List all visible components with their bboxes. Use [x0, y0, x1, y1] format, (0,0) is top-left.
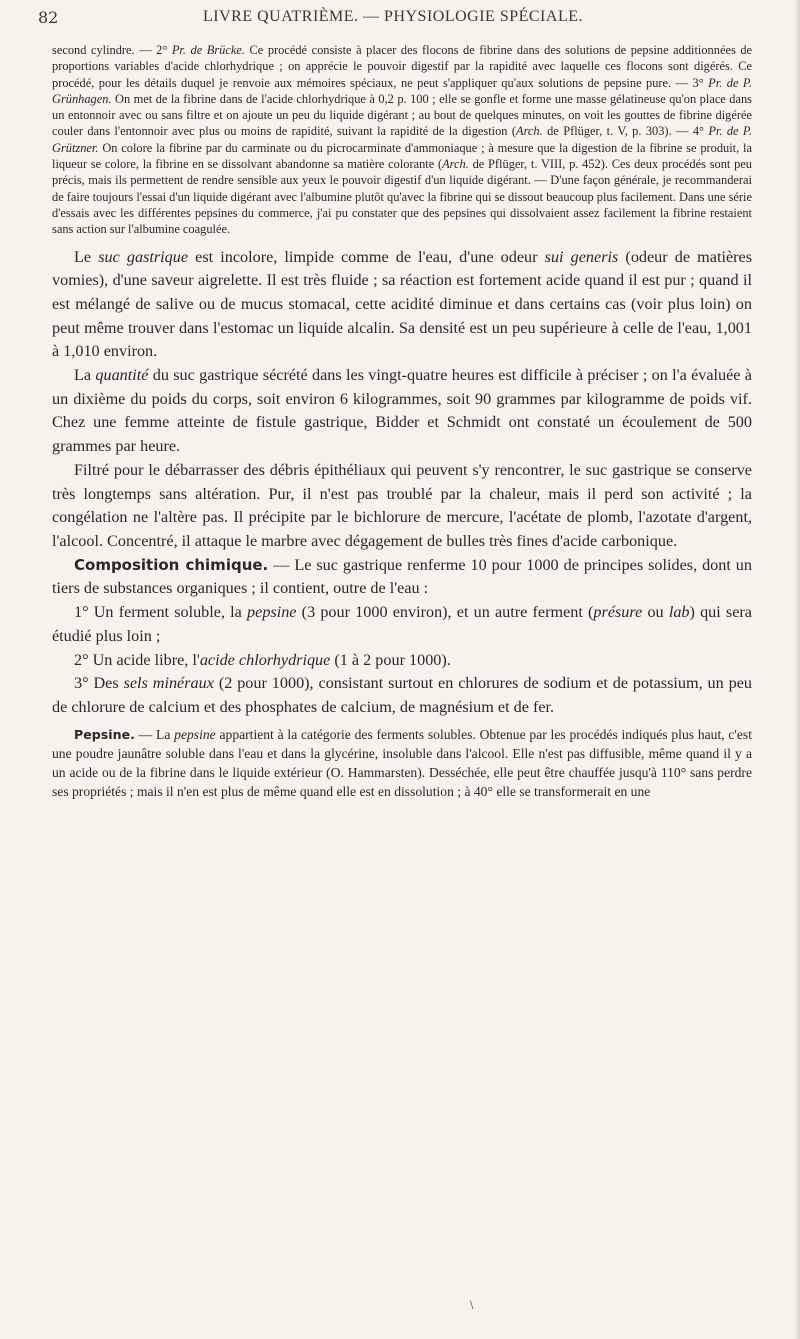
pepsin-paragraph — [52, 725, 752, 801]
section-heading-composition: Composition chimique. — [74, 555, 269, 574]
term-presure: présure — [593, 603, 643, 622]
term-sui-generis: sui generis — [544, 247, 619, 266]
list-item — [52, 601, 752, 648]
list-item — [52, 649, 752, 673]
citation-bruecke: Pr. de Brücke. — [171, 43, 245, 57]
text-run: (2 pour 1000), consistant surtout en chlorures de sodium et de potassium, un peu de chlorure de calcium et des phosphates de calcium, de magnésium et de fer. — [52, 674, 752, 716]
text-run: est incolore, limpide comme de l'eau, d'une odeur — [188, 247, 545, 266]
text-run: — Le suc gastrique renferme 10 pour 1000 de principes solides, dont un tiers de substances organiques ; il contient, outre de l'eau : — [52, 555, 752, 598]
list-item — [52, 672, 752, 719]
text-run: appartient à la catégorie des ferments solubles. Obtenue par les procédés indiqués plus haut, c'est une poudre jaunâtre soluble dans l'eau et dans la glycérine, insoluble dans l'alcool. Elle n'est pas diffusible, même quand il y a un acide ou de la fibrine dans le liquide extérieur (O. Hammarsten). Desséchée, elle peut être chauffée jusqu'à 110° sans perdre ses propriétés ; mais il n'en est plus de même quand elle est en dissolution ; à 40° elle se transformerait en une — [52, 726, 752, 799]
term-lab: lab — [668, 603, 690, 622]
text-run: du suc gastrique sécrété dans les vingt-quatre heures est difficile à préciser ; on l'a évaluée à un dixième du poids du corps, soit environ 6 kilogrammes, soit 90 grammes par kilogramme de poids vif. Chez une femme atteinte de fistule gastrique, Bidder et Schmidt ont constaté un écoulement de 500 grammes par heure. — [52, 366, 752, 456]
page-number: 82 — [38, 8, 59, 27]
methods-paragraph — [52, 42, 752, 238]
term-pepsine: pepsine — [247, 603, 297, 622]
text-run: On met de la fibrine dans de l'acide chlorhydrique à 0,2 p. 100 ; elle se gonfle et forme une masse gélatineuse qu'on place dans un entonnoir avec ou sans filtre et on ajoute un peu du liquide digérant ; au bout de quelques minutes, on voit les gouttes de fibrine digérée couler dans l'entonnoir avec plus ou moins de rapidité, suivant la rapidité de la digestion ( — [52, 91, 752, 139]
section-heading-pepsine: Pepsine. — [74, 726, 135, 742]
citation-gruetzner: Pr. de P. Grützner. — [52, 124, 752, 155]
running-title: LIVRE QUATRIÈME. — PHYSIOLOGIE SPÉCIALE. — [203, 8, 583, 25]
text-run: La — [74, 366, 96, 385]
text-run: 3° Des — [74, 674, 124, 693]
text-run: — La — [134, 726, 175, 742]
scan-speck: \ — [470, 1300, 474, 1311]
text-run: Le — [74, 247, 99, 266]
gastric-juice-paragraph — [52, 246, 752, 365]
text-run: 1° Un ferment soluble, la — [74, 603, 248, 622]
text-run: (3 pour 1000 environ), et un autre ferment ( — [296, 603, 594, 622]
term-pepsine: pepsine — [174, 726, 216, 742]
filtration-paragraph: Filtré pour le débarrasser des débris épithéliaux qui peuvent s'y rencontrer, le suc gastrique se conserve très longtemps sans altération. Pur, il n'est pas troublé par la chaleur, mais il perd son activité ; la congélation ne l'altère pas. Il précipite par le bichlorure de mercure, l'acétate de plomb, l'azotate d'argent, l'alcool. Concentré, il attaque le marbre avec dégagement de bulles très fines d'acide carbonique. — [52, 460, 752, 550]
body-text — [52, 42, 752, 801]
term-sels-mineraux: sels minéraux — [123, 674, 214, 693]
citation-arch: Arch. — [516, 124, 543, 139]
composition-paragraph — [52, 554, 752, 601]
text-run: de Pflüger, t. V, p. 303). — 4° — [542, 124, 709, 139]
quantity-paragraph — [52, 364, 752, 459]
term-quantite: quantité — [95, 366, 149, 385]
text-run: 2° Un acide libre, l' — [74, 650, 200, 669]
text-run: second cylindre. — 2° — [52, 43, 172, 57]
text-run: On colore la fibrine par du carminate ou du picrocarminate d'ammoniaque ; à mesure que la digestion de la fibrine se produit, la liqueur se colore, la fibrine en se dissolvant abandonne sa matière colorante ( — [52, 140, 752, 172]
text-run: (1 à 2 pour 1000). — [330, 650, 451, 669]
page-header — [38, 8, 748, 38]
text-run: ) qui sera étudié plus loin ; — [52, 603, 752, 645]
term-suc-gastrique: suc gastrique — [98, 247, 189, 266]
citation-arch: Arch. — [442, 157, 469, 172]
text-run: de Pflüger, t. VIII, p. 452). Ces deux procédés sont peu précis, mais ils permettent de rendre sensible aux yeux le pouvoir digestif d'un liquide digérant. — D'une façon générale, je recommanderai de faire toujours l'essai d'un liquide digérant avec l'albumine plutôt qu'avec la fibrine qui se dissout beaucoup plus facilement. Dans une série d'essais avec les différentes pepsines du commerce, j'ai pu constater que des pepsines qui dissolvaient assez facilement la fibrine restaient sans action sur l'albumine coagulée. — [52, 157, 752, 237]
text-run: Ce procédé consiste à placer des flocons de fibrine dans des solutions de pepsine additionnées de proportions variables d'acide chlorhydrique ; on apprécie le pouvoir digestif par la rapidité avec laquelle ces flocons sont digérés. Ce procédé, pour les détails duquel je renvoie aux mémoires spéciaux, ne peut s'appliquer qu'aux solutions de pepsine pure. — 3° — [52, 43, 753, 90]
term-acide-chlorhydrique: acide chlorhydrique — [199, 650, 331, 669]
citation-gruenhagen: Pr. de P. Grünhagen. — [52, 75, 752, 106]
text-run: (odeur de matières vomies), d'une saveur aigrelette. Il est très fluide ; sa réaction est fortement acide quand il est pur ; quand il est mélangé de salive ou de mucus stomacal, cette acidité diminue et dans certains cas (voir plus loin) on peut même trouver dans l'estomac un liquide alcalin. Sa densité est un peu supérieure à celle de l'eau, 1,001 à 1,010 environ. — [52, 247, 753, 361]
text-run: ou — [642, 603, 669, 622]
